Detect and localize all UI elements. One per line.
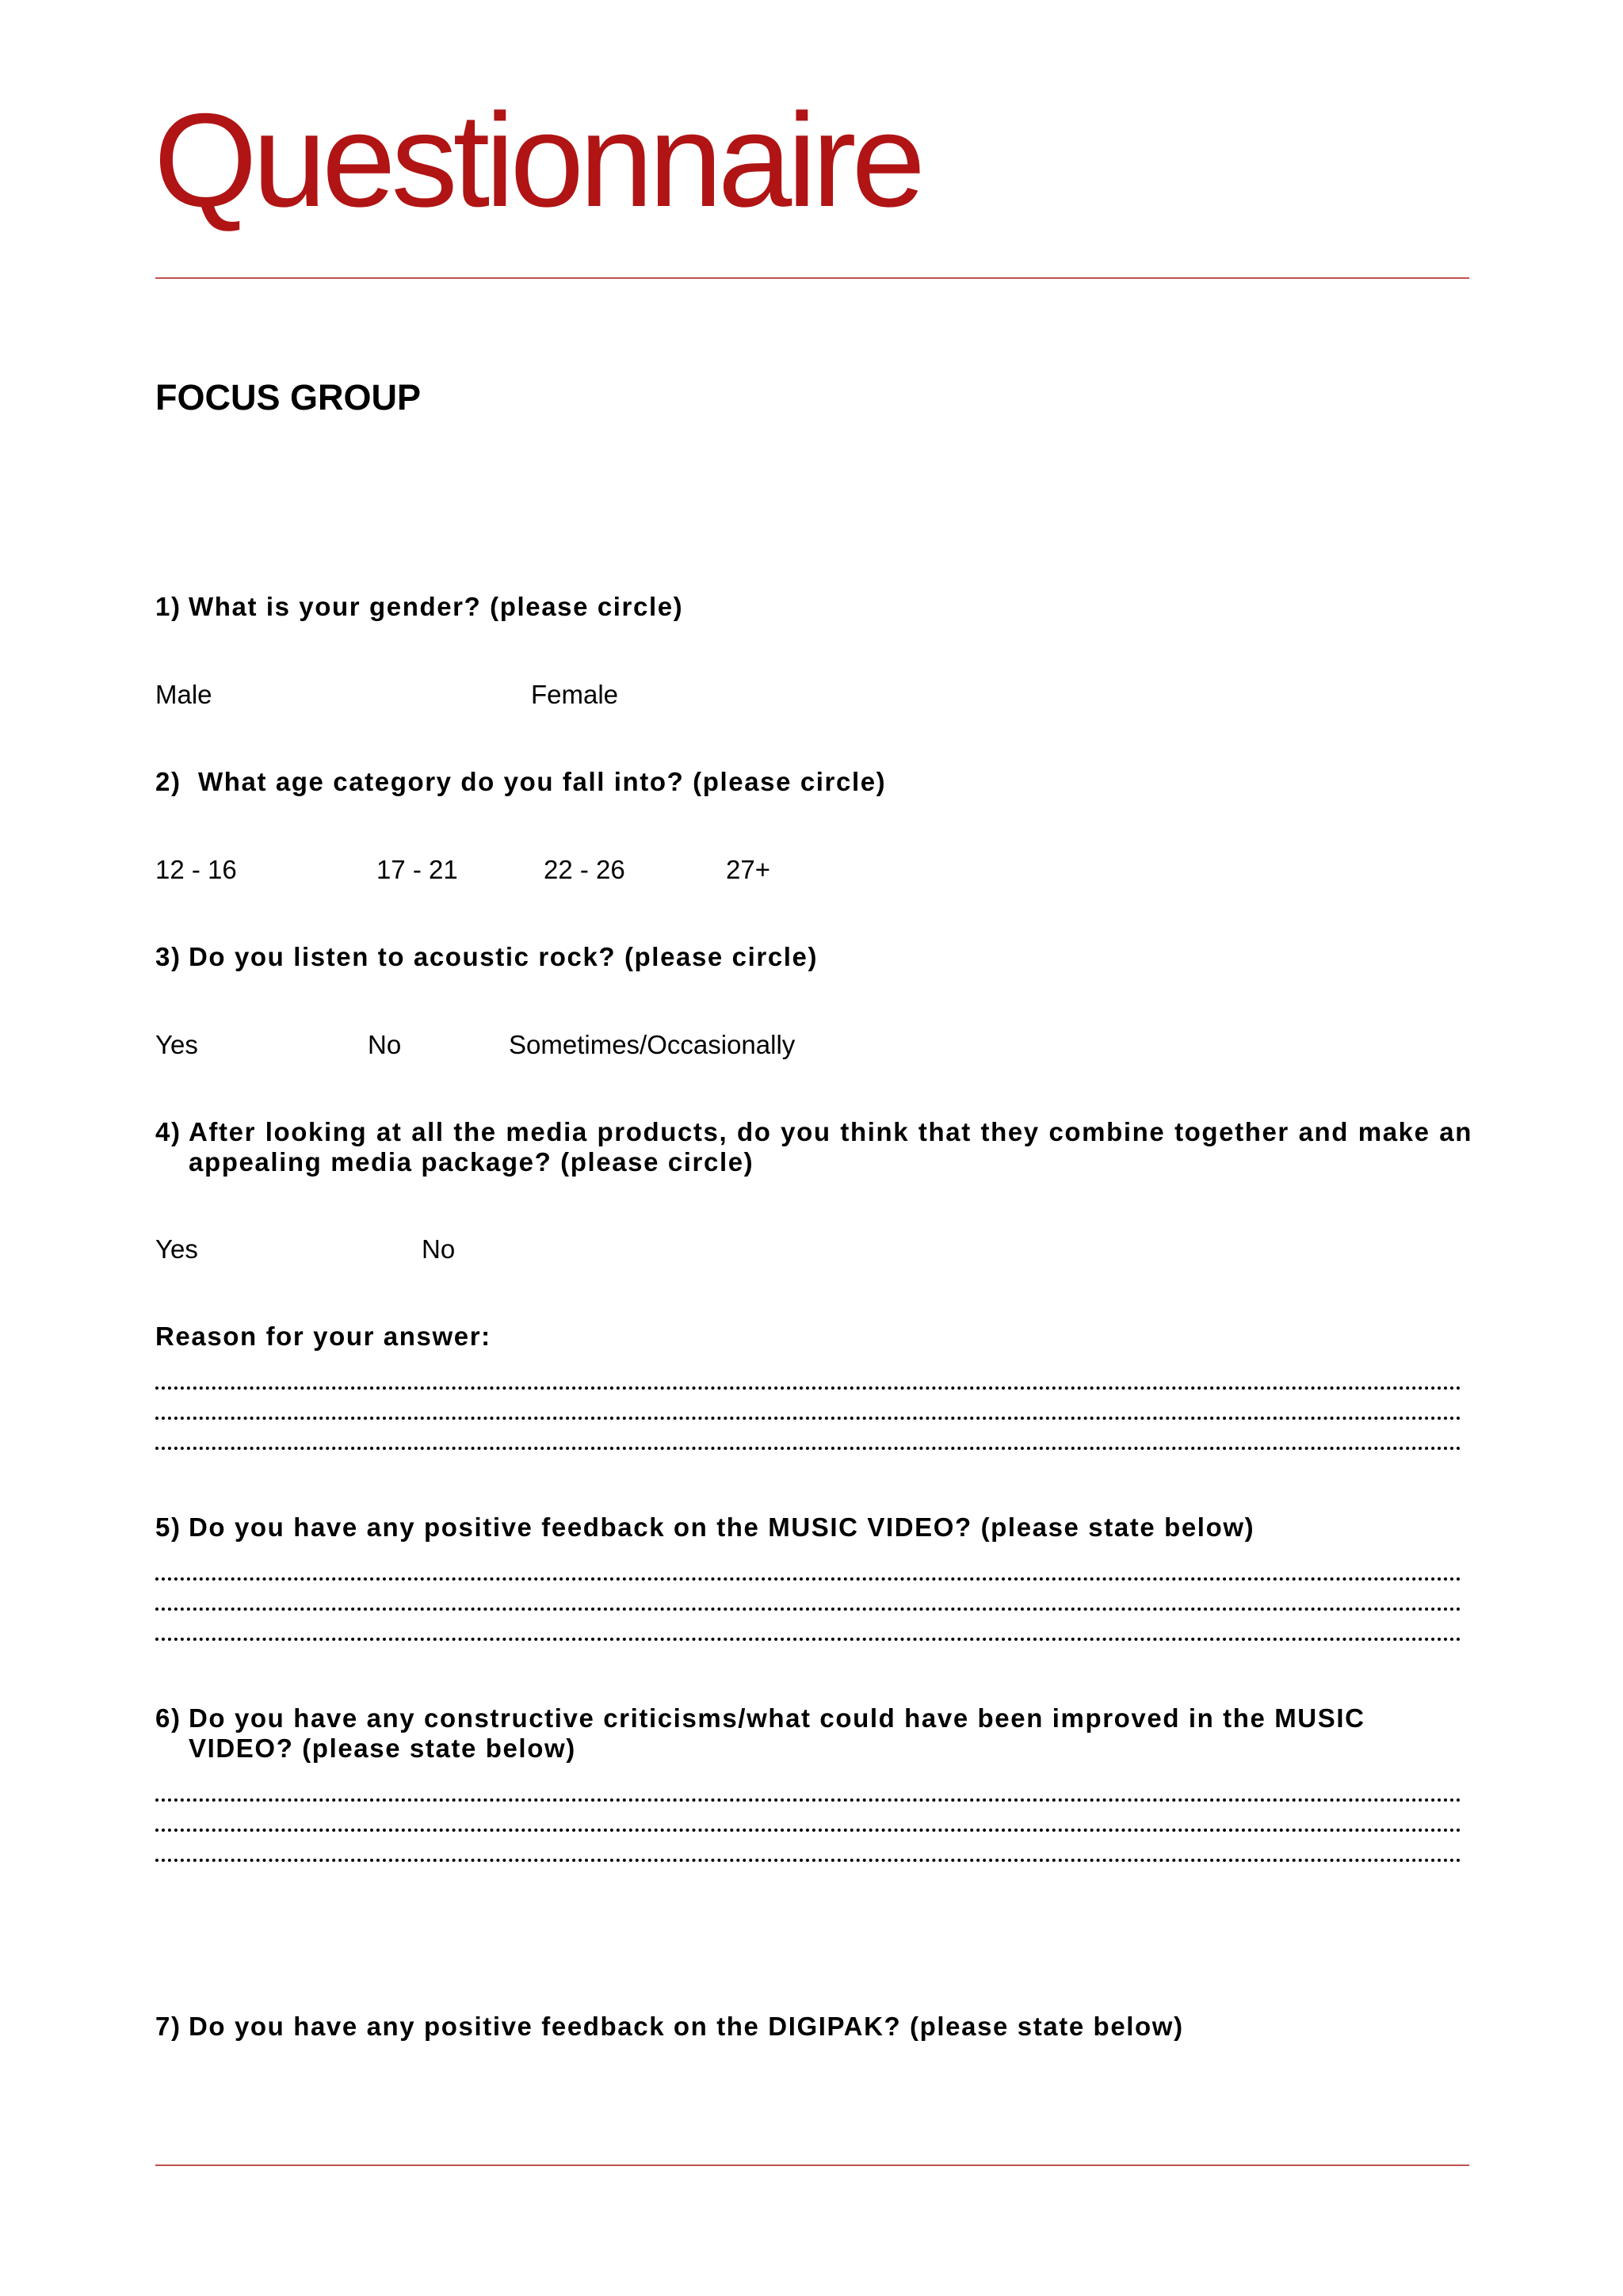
option-age-27-plus[interactable]: 27+ xyxy=(726,855,770,884)
question-number: 7) xyxy=(155,2012,181,2041)
option-female[interactable]: Female xyxy=(531,680,619,709)
question-number: 2) xyxy=(155,767,181,796)
answer-line[interactable] xyxy=(155,1447,1461,1450)
option-age-12-16[interactable]: 12 - 16 xyxy=(155,855,237,884)
option-no[interactable]: No xyxy=(422,1234,456,1264)
option-sometimes[interactable]: Sometimes/Occasionally xyxy=(509,1030,796,1059)
question-text: Do you have any constructive criticisms/what could have been improved in the MUSIC VIDEO? (please state below) xyxy=(189,1703,1365,1763)
option-yes[interactable]: Yes xyxy=(155,1234,198,1264)
option-male[interactable]: Male xyxy=(155,680,212,709)
question-text: Do you have any positive feedback on the DIGIPAK? (please state below) xyxy=(189,2012,1184,2041)
question-number: 5) xyxy=(155,1512,181,1542)
page-title: Questionnaire xyxy=(154,86,921,235)
option-no[interactable]: No xyxy=(368,1030,402,1059)
answer-line[interactable] xyxy=(155,1577,1461,1581)
question-1 xyxy=(155,592,1472,622)
question-2 xyxy=(155,767,1472,797)
answer-line[interactable] xyxy=(155,1608,1461,1611)
question-text: Do you listen to acoustic rock? (please circle) xyxy=(189,942,819,971)
question-number: 1) xyxy=(155,592,181,621)
option-age-22-26[interactable]: 22 - 26 xyxy=(544,855,625,884)
section-heading: FOCUS GROUP xyxy=(155,377,422,418)
answer-line[interactable] xyxy=(155,1386,1461,1390)
answer-line[interactable] xyxy=(155,1829,1461,1832)
question-text: What age category do you fall into? (please circle) xyxy=(198,767,887,796)
option-yes[interactable]: Yes xyxy=(155,1030,198,1059)
answer-line[interactable] xyxy=(155,1798,1461,1802)
question-4 xyxy=(155,1117,1472,1177)
question-5 xyxy=(155,1512,1472,1543)
option-age-17-21[interactable]: 17 - 21 xyxy=(376,855,458,884)
question-number: 6) xyxy=(155,1703,181,1733)
question-text: Do you have any positive feedback on the MUSIC VIDEO? (please state below) xyxy=(189,1512,1255,1542)
footer-divider xyxy=(155,2164,1469,2166)
question-7 xyxy=(155,2012,1472,2042)
question-text: After looking at all the media products, do you think that they combine together and make an appealing media package? (please circle) xyxy=(189,1117,1472,1177)
question-number: 4) xyxy=(155,1117,181,1146)
header-divider xyxy=(155,277,1469,279)
question-number: 3) xyxy=(155,942,181,971)
question-text: What is your gender? (please circle) xyxy=(189,592,684,621)
question-3 xyxy=(155,942,1472,972)
answer-line[interactable] xyxy=(155,1859,1461,1862)
answer-line[interactable] xyxy=(155,1417,1461,1420)
question-6 xyxy=(155,1703,1423,1764)
answer-line[interactable] xyxy=(155,1638,1461,1641)
reason-label: Reason for your answer: xyxy=(155,1322,491,1351)
